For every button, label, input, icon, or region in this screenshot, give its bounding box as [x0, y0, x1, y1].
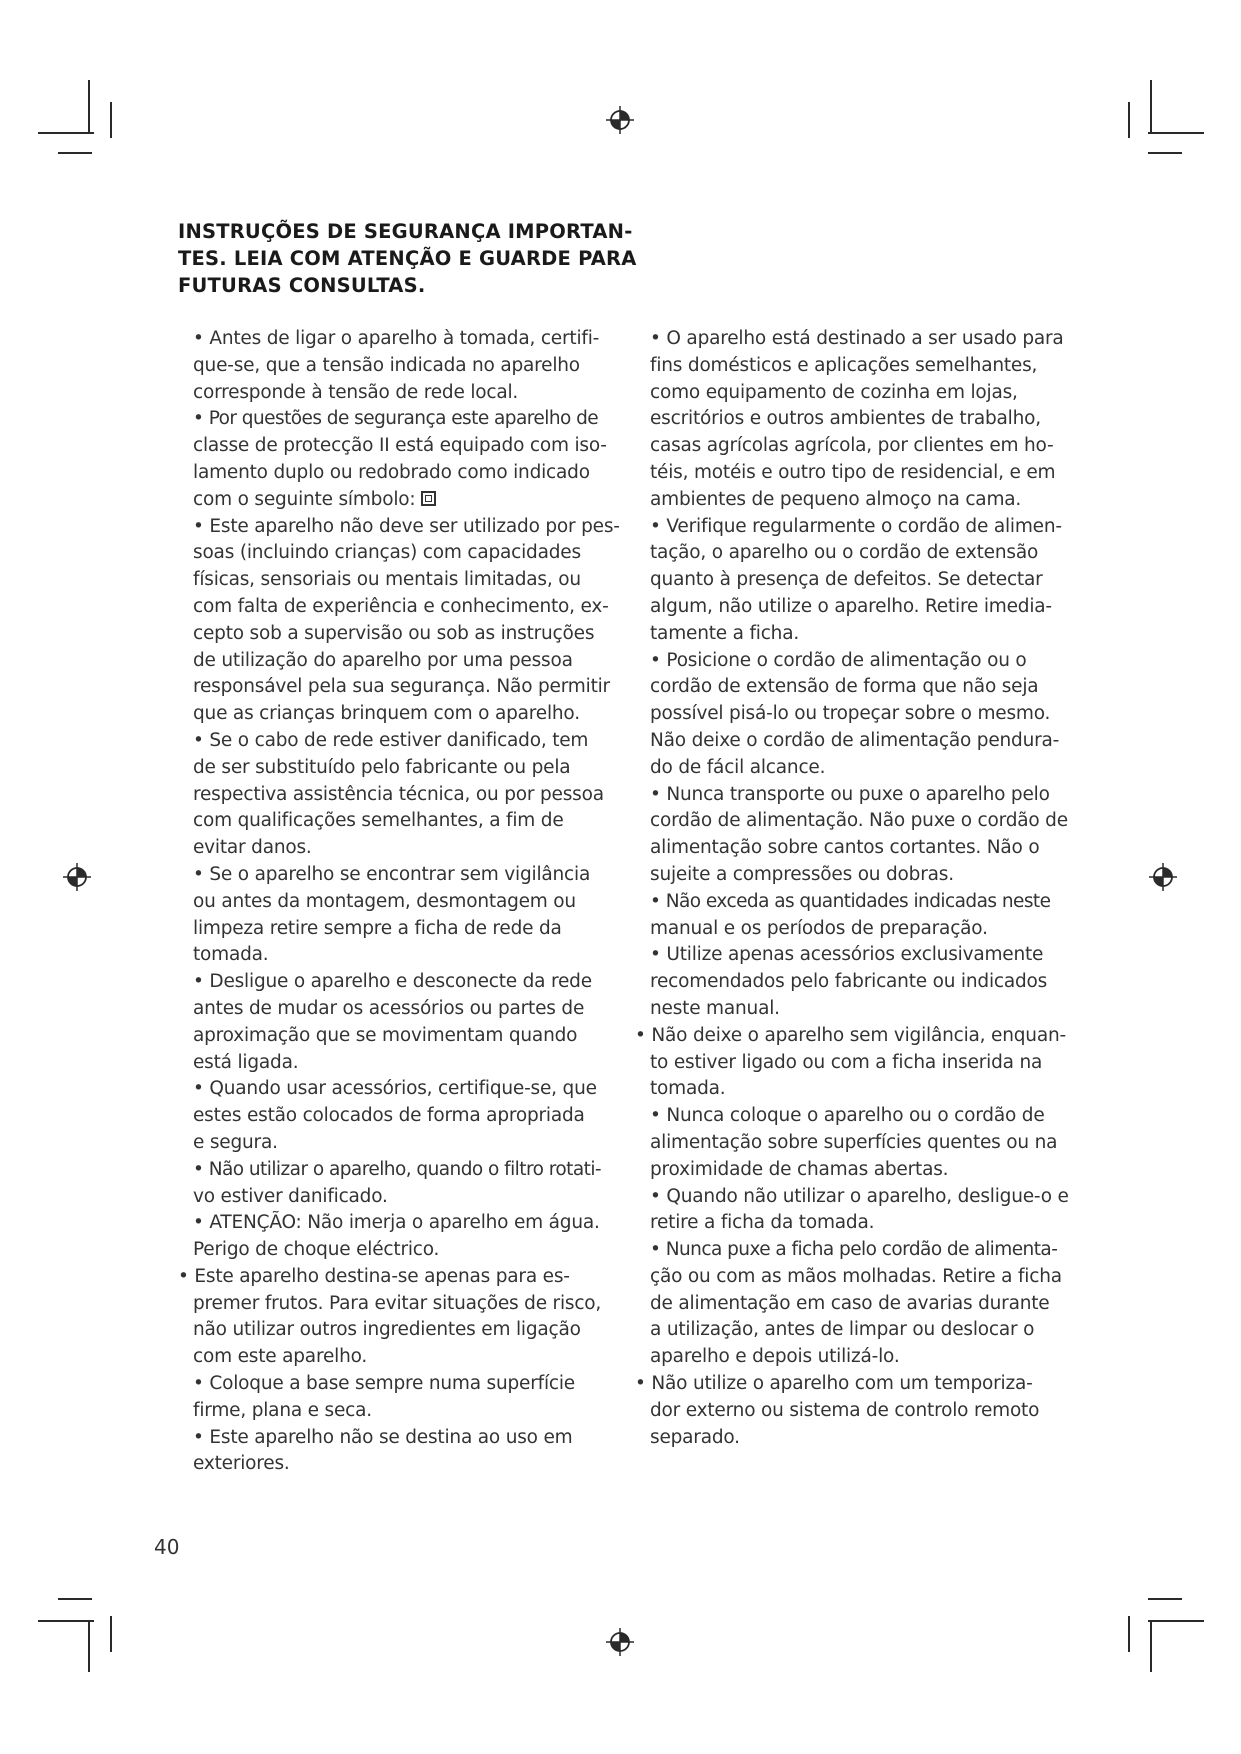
text-line: retire a ficha da tomada.: [650, 1212, 875, 1234]
text-line: • Por questões de segurança este aparelho de: [193, 408, 599, 430]
crop-mark: [1148, 132, 1204, 134]
crop-mark: [110, 1616, 112, 1652]
text-line: • Posicione o cordão de alimentação ou o: [650, 649, 1027, 671]
text-line: responsável pela sua segurança. Não permitir: [193, 676, 610, 698]
text-line: • Nunca puxe a ficha pelo cordão de alimenta-: [650, 1239, 1058, 1261]
text-line: exteriores.: [193, 1453, 290, 1475]
crop-mark: [1128, 1616, 1130, 1652]
text-line: • Se o cabo de rede estiver danificado, tem: [193, 729, 589, 751]
text-line: ou antes da montagem, desmontagem ou: [193, 890, 576, 912]
safety-heading: [178, 218, 638, 299]
text-line: • Quando usar acessórios, certifique-se, que: [193, 1078, 597, 1100]
text-line: • Antes de ligar o aparelho à tomada, certifi-: [193, 328, 600, 349]
text-line: que as crianças brinquem com o aparelho.: [193, 703, 580, 725]
text-line: lamento duplo ou redobrado como indicado: [193, 461, 590, 483]
text-line: • Se o aparelho se encontrar sem vigilância: [193, 863, 591, 885]
text-line: • Nunca transporte ou puxe o aparelho pelo: [650, 783, 1050, 805]
text-line: com qualificações semelhantes, a fim de: [193, 810, 564, 832]
text-line: do de fácil alcance.: [650, 756, 826, 778]
crop-mark: [38, 132, 94, 134]
text-line: corresponde à tensão de rede local.: [193, 381, 519, 403]
text-line: cordão de extensão de forma que não seja: [650, 676, 1039, 698]
text-line: • Nunca coloque o aparelho ou o cordão de: [650, 1105, 1045, 1127]
text-line: premer frutos. Para evitar situações de risco,: [193, 1292, 602, 1314]
crop-mark: [58, 1598, 92, 1600]
text-line: possível pisá-lo ou tropeçar sobre o mesmo.: [650, 703, 1051, 725]
crop-mark: [38, 1620, 94, 1622]
text-line: cepto sob a supervisão ou sob as instruções: [193, 622, 595, 644]
double-insulation-icon: [421, 491, 436, 506]
text-line: com o seguinte símbolo:: [193, 488, 416, 510]
text-line-with-symbol: [193, 487, 638, 514]
registration-mark-icon: [605, 1627, 635, 1657]
text-line: tomada.: [650, 1078, 726, 1100]
right-column: [635, 326, 1095, 1451]
text-line: separado.: [650, 1426, 740, 1448]
registration-mark-icon: [605, 105, 635, 135]
left-column: [178, 326, 638, 1478]
text-line: • ATENÇÃO: Não imerja o aparelho em água.: [193, 1212, 600, 1234]
text-line: respectiva assistência técnica, ou por pessoa: [193, 783, 604, 805]
heading-line: FUTURAS CONSULTAS.: [178, 274, 426, 297]
text-line: evitar danos.: [193, 837, 312, 859]
text-line: • Este aparelho não deve ser utilizado por pes-: [193, 515, 620, 537]
text-line: firme, plana e seca.: [193, 1399, 372, 1421]
text-line: aparelho e depois utilizá-lo.: [650, 1346, 900, 1368]
text-line: • Não deixe o aparelho sem vigilância, enquan-: [635, 1024, 1066, 1046]
text-line: vo estiver danificado.: [193, 1185, 388, 1207]
text-line: estes estão colocados de forma apropriada: [193, 1105, 585, 1127]
text-line: • Não exceda as quantidades indicadas neste: [650, 890, 1051, 912]
text-line: sujeite a compressões ou dobras.: [650, 863, 954, 885]
text-line: tomada.: [193, 944, 269, 966]
text-line: soas (incluindo crianças) com capacidades: [193, 542, 581, 564]
text-line: • Utilize apenas acessórios exclusivamente: [650, 944, 1044, 966]
text-line: cordão de alimentação. Não puxe o cordão de: [650, 810, 1068, 832]
text-line: manual e os períodos de preparação.: [650, 917, 988, 939]
registration-mark-icon: [62, 862, 92, 892]
text-line: • Desligue o aparelho e desconecte da rede: [193, 971, 592, 993]
crop-mark: [88, 1620, 90, 1672]
text-line: algum, não utilize o aparelho. Retire imedia-: [650, 595, 1052, 617]
crop-mark: [88, 80, 90, 132]
text-line: • Não utilize o aparelho com um temporiza-: [635, 1373, 1033, 1395]
crop-mark: [1128, 102, 1130, 138]
text-line: • O aparelho está destinado a ser usado para: [650, 328, 1064, 349]
text-line: tação, o aparelho ou o cordão de extensão: [650, 542, 1039, 564]
crop-mark: [58, 152, 92, 154]
text-line: classe de protecção II está equipado com iso-: [193, 435, 607, 457]
text-line: de ser substituído pelo fabricante ou pela: [193, 756, 571, 778]
text-line: com falta de experiência e conhecimento, ex-: [193, 595, 609, 617]
crop-mark: [1148, 1598, 1182, 1600]
heading-line: INSTRUÇÕES DE SEGURANÇA IMPORTAN-: [178, 220, 633, 243]
text-line: • Este aparelho destina-se apenas para es-: [178, 1265, 570, 1287]
text-line: de alimentação em caso de avarias durante: [650, 1292, 1050, 1314]
text-line: a utilização, antes de limpar ou deslocar o: [650, 1319, 1035, 1341]
text-line: dor externo ou sistema de controlo remoto: [650, 1399, 1040, 1421]
text-line: Perigo de choque eléctrico.: [193, 1239, 440, 1261]
text-line: aproximação que se movimentam quando: [193, 1024, 578, 1046]
text-line: que-se, que a tensão indicada no aparelho: [193, 354, 580, 376]
text-line: está ligada.: [193, 1051, 299, 1073]
text-line: com este aparelho.: [193, 1346, 368, 1368]
text-line: escritórios e outros ambientes de trabalho,: [650, 408, 1041, 430]
text-line: Não deixe o cordão de alimentação pendura-: [650, 729, 1060, 751]
text-line: como equipamento de cozinha em lojas,: [650, 381, 1018, 403]
heading-line: TES. LEIA COM ATENÇÃO E GUARDE PARA: [178, 247, 637, 270]
text-line: téis, motéis e outro tipo de residencial, e em: [650, 461, 1056, 483]
text-line: • Quando não utilizar o aparelho, desligue-o e: [650, 1185, 1069, 1207]
registration-mark-icon: [1148, 862, 1178, 892]
text-line: • Coloque a base sempre numa superfície: [193, 1373, 575, 1395]
text-line: fins domésticos e aplicações semelhantes,: [650, 354, 1038, 376]
text-line: neste manual.: [650, 997, 780, 1019]
text-line: antes de mudar os acessórios ou partes de: [193, 997, 585, 1019]
text-line: • Não utilizar o aparelho, quando o filtro rotati-: [193, 1158, 602, 1180]
text-line: • Verifique regularmente o cordão de alimen-: [650, 515, 1062, 537]
text-line: ambientes de pequeno almoço na cama.: [650, 488, 1022, 510]
text-line: casas agrícolas agrícola, por clientes em ho-: [650, 435, 1054, 457]
text-line: recomendados pelo fabricante ou indicados: [650, 971, 1048, 993]
text-line: de utilização do aparelho por uma pessoa: [193, 649, 573, 671]
crop-mark: [110, 102, 112, 138]
text-line: não utilizar outros ingredientes em ligação: [193, 1319, 581, 1341]
text-line: • Este aparelho não se destina ao uso em: [193, 1426, 573, 1448]
text-line: to estiver ligado ou com a ficha inserida na: [650, 1051, 1043, 1073]
text-line: físicas, sensoriais ou mentais limitadas, ou: [193, 569, 581, 591]
text-line: tamente a ficha.: [650, 622, 800, 644]
text-line: quanto à presença de defeitos. Se detectar: [650, 569, 1043, 591]
page-number: 40: [154, 1535, 180, 1559]
crop-mark: [1148, 152, 1182, 154]
text-line: limpeza retire sempre a ficha de rede da: [193, 917, 562, 939]
text-line: alimentação sobre superfícies quentes ou na: [650, 1131, 1058, 1153]
crop-mark: [1150, 80, 1152, 132]
text-line: proximidade de chamas abertas.: [650, 1158, 949, 1180]
text-line: alimentação sobre cantos cortantes. Não o: [650, 837, 1040, 859]
crop-mark: [1148, 1620, 1204, 1622]
text-line: e segura.: [193, 1131, 278, 1153]
crop-mark: [1150, 1620, 1152, 1672]
text-line: ção ou com as mãos molhadas. Retire a ficha: [650, 1265, 1062, 1287]
